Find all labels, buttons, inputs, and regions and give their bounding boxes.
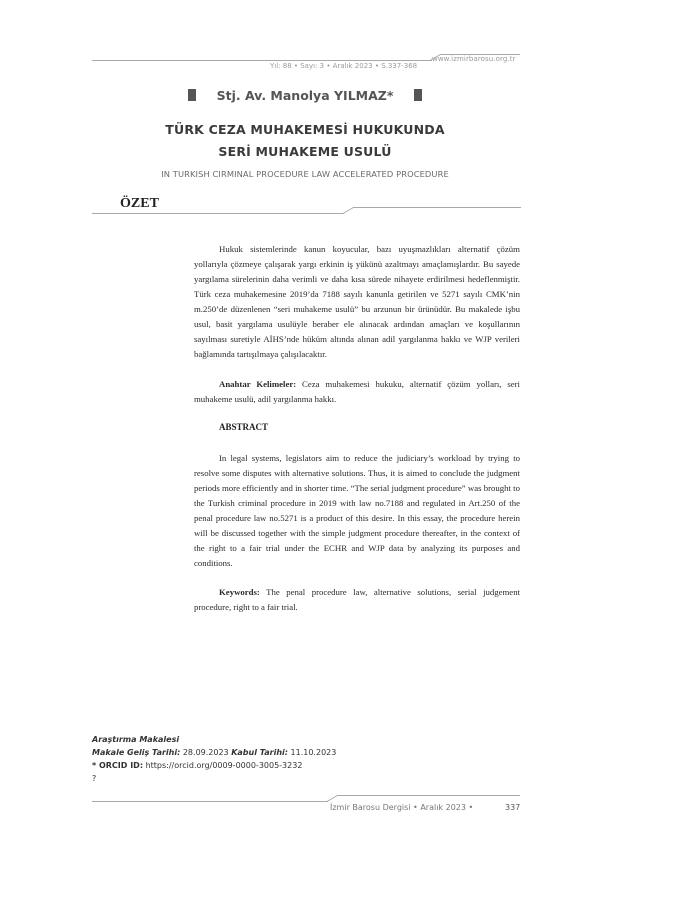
abstract-paragraph: In legal systems, legislators aim to reduce the judiciary’s workload by trying to resolve some disputes with alternative solutions. Thus, it is aimed to conclude the judgment periods more efficiently and in shorter time. “The serial judgment procedure” was brought to the Turkish criminal procedure in 2019 with law no.7188 and regulated in Art.250 of the penal procedure law no.5271 is a product of this desire. In this essay, the procedure herein will be discussed together with the simple judgment procedure thereafter, in the context of the right to a fair trial under the ECHR and WJP data by analyzing its purposes and conditions. <box>194 453 520 568</box>
ozet-rule <box>92 213 344 214</box>
abstract-keywords-label: Keywords: <box>219 587 260 597</box>
footer-rule-right <box>337 795 520 796</box>
header-rule <box>92 60 432 61</box>
article-dates <box>92 748 336 757</box>
received-date: 28.09.2023 <box>182 748 229 757</box>
ozet-rule-slant <box>343 207 354 214</box>
received-label: Makale Geliş Tarihi: <box>92 748 181 757</box>
article-type: Araştırma Makalesi <box>92 735 180 744</box>
ozet-rule-right <box>353 207 521 208</box>
accepted-label: Kabul Tarihi: <box>231 748 288 757</box>
author-marker-right-icon <box>414 89 422 101</box>
orcid-link[interactable]: https://orcid.org/0009-0000-3005-3232 <box>145 761 303 770</box>
author-name: Stj. Av. Manolya YILMAZ* <box>216 88 394 103</box>
abstract-keywords <box>194 585 520 615</box>
ozet-keywords-label: Anahtar Kelimeler: <box>219 379 297 389</box>
footer-journal: İzmir Barosu Dergisi • Aralık 2023 • <box>330 803 474 812</box>
ozet-keywords-text: Ceza muhakemesi hukuku, alternatif çözüm yolları, seri muhakeme usulü, adil yargılanma hakkı. <box>194 379 520 404</box>
issue-meta: Yıl: 88 • Sayı: 3 • Aralık 2023 • S.337-368 <box>270 62 418 70</box>
abstract-body <box>194 451 520 571</box>
journal-url[interactable]: www.izmirbarosu.org.tr <box>432 55 516 63</box>
orcid-line <box>92 761 302 770</box>
article-title-line2: SERİ MUHAKEME USULÜ <box>218 144 392 159</box>
orcid-label: * ORCID ID: <box>92 761 144 770</box>
abstract-keywords-text: The penal procedure law, alternative solutions, serial judgement procedure, right to a fair trial. <box>194 587 520 612</box>
ozet-keywords <box>194 377 520 407</box>
footnote-mark: ? <box>92 774 97 783</box>
author-marker-left-icon <box>188 89 196 101</box>
abstract-heading: ABSTRACT <box>219 422 269 432</box>
ozet-body <box>194 242 520 362</box>
footer-rule-slant <box>327 795 338 802</box>
footer-rule <box>92 801 328 802</box>
accepted-date: 11.10.2023 <box>290 748 337 757</box>
article-title-line1: TÜRK CEZA MUHAKEMESİ HUKUKUNDA <box>165 122 445 137</box>
page-number: 337 <box>505 803 521 812</box>
ozet-heading: ÖZET <box>120 196 159 211</box>
article-title-english: IN TURKISH CIRMINAL PROCEDURE LAW ACCELERATED PROCEDURE <box>161 169 449 179</box>
ozet-paragraph: Hukuk sistemlerinde kanun koyucular, bazı uyuşmazlıkları alternatif çözüm yollarıyla çözmeye çalışarak yargı erkinin iş yükünü azaltmayı amaçlamışlardır. Bu sayede yargılama sürelerinin daha verimli ve daha kısa sürede nihayete erdirilmesi hedeflenmiştir. Türk ceza muhakemesine 2019’da 7188 sayılı kanunla getirilen ve 5271 sayılı CMK’nin m.250’de düzenlenen “seri muhakeme usulü” bu arzunun bir ürünüdür. Bu makalede işbu usul, basit yargılama usulüyle beraber ele alınacak ardından amaçları ve koşullarının sayılması suretiyle AİHS’nde hüküm altında alınan adil yargılanma hakkı ve WJP verileri bağlamında tartışılmaya çalışılacaktır. <box>194 244 520 359</box>
